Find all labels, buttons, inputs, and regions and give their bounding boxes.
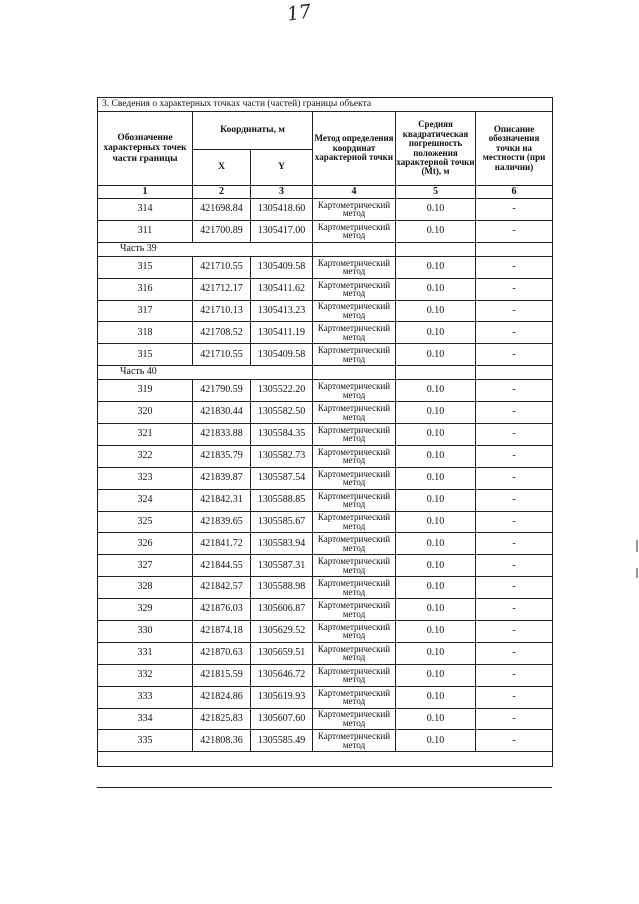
table-row <box>98 708 553 730</box>
y-coordinate-cell: 1305409.58 <box>251 344 313 366</box>
point-id-cell: 330 <box>98 621 193 643</box>
error-cell: 0.10 <box>396 467 476 489</box>
error-cell: 0.10 <box>396 577 476 599</box>
point-id-cell: 332 <box>98 664 193 686</box>
method-cell <box>313 642 396 664</box>
table-row <box>98 533 553 555</box>
y-coordinate-cell: 1305583.94 <box>251 533 313 555</box>
method-cell <box>313 730 396 752</box>
table-row <box>98 599 553 621</box>
y-coordinate-cell: 1305646.72 <box>251 664 313 686</box>
table-row <box>98 300 553 322</box>
method-line-2: метод <box>342 674 366 685</box>
y-coordinate-cell: 1305606.87 <box>251 599 313 621</box>
x-coordinate-cell: 421698.84 <box>193 199 251 221</box>
x-coordinate-cell: 421839.65 <box>193 511 251 533</box>
y-coordinate-cell: 1305587.54 <box>251 467 313 489</box>
method-cell <box>313 599 396 621</box>
header-error: Средняя квадратическая погрешность положения характерной точки (Мt), м <box>396 112 476 186</box>
method-line-2: метод <box>342 288 366 299</box>
point-id-cell: 328 <box>98 577 193 599</box>
table-row <box>98 256 553 278</box>
method-cell <box>313 199 396 221</box>
description-cell: - <box>476 402 553 424</box>
method-line-2: метод <box>342 455 366 466</box>
method-cell <box>313 621 396 643</box>
table-row <box>98 199 553 221</box>
table-row <box>98 621 553 643</box>
method-line-2: метод <box>342 586 366 597</box>
header-y: Y <box>251 150 313 186</box>
description-cell: - <box>476 424 553 446</box>
table-row <box>98 322 553 344</box>
table-row <box>98 344 553 366</box>
x-coordinate-cell: 421841.72 <box>193 533 251 555</box>
description-cell: - <box>476 664 553 686</box>
point-id-cell: 322 <box>98 445 193 467</box>
error-cell: 0.10 <box>396 642 476 664</box>
table-row <box>98 424 553 446</box>
y-coordinate-cell: 1305659.51 <box>251 642 313 664</box>
point-id-cell: 325 <box>98 511 193 533</box>
method-line-2: метод <box>342 521 366 532</box>
error-cell: 0.10 <box>396 664 476 686</box>
error-cell: 0.10 <box>396 555 476 577</box>
method-cell <box>313 708 396 730</box>
method-cell <box>313 555 396 577</box>
table-row <box>98 511 553 533</box>
description-cell: - <box>476 256 553 278</box>
method-line-1: Картометрический <box>317 424 391 435</box>
method-cell <box>313 577 396 599</box>
error-cell: 0.10 <box>396 533 476 555</box>
error-cell: 0.10 <box>396 256 476 278</box>
x-coordinate-cell: 421835.79 <box>193 445 251 467</box>
description-cell: - <box>476 300 553 322</box>
method-line-1: Картометрический <box>317 279 391 290</box>
description-cell: - <box>476 344 553 366</box>
point-id-cell: 326 <box>98 533 193 555</box>
method-line-2: метод <box>342 230 366 241</box>
y-coordinate-cell: 1305522.20 <box>251 380 313 402</box>
y-coordinate-cell: 1305411.19 <box>251 322 313 344</box>
y-coordinate-cell: 1305411.62 <box>251 278 313 300</box>
point-id-cell: 315 <box>98 256 193 278</box>
table-row <box>98 467 553 489</box>
header-method: Метод определения координат характерной точки <box>313 112 396 186</box>
point-id-cell: 335 <box>98 730 193 752</box>
method-line-2: метод <box>342 499 366 510</box>
method-line-1: Картометрический <box>317 446 391 457</box>
table-row <box>98 555 553 577</box>
point-id-cell: 311 <box>98 220 193 242</box>
y-coordinate-cell: 1305584.35 <box>251 424 313 446</box>
y-coordinate-cell: 1305588.85 <box>251 489 313 511</box>
header-coordinates: Координаты, м <box>193 112 313 150</box>
table-row <box>98 402 553 424</box>
method-line-2: метод <box>342 718 366 729</box>
method-line-2: метод <box>342 652 366 663</box>
y-coordinate-cell: 1305629.52 <box>251 621 313 643</box>
x-coordinate-cell: 421710.55 <box>193 256 251 278</box>
table-row <box>98 642 553 664</box>
method-line-2: метод <box>342 310 366 320</box>
column-number: 4 <box>313 186 396 199</box>
x-coordinate-cell: 421790.59 <box>193 380 251 402</box>
method-line-2: метод <box>342 208 366 219</box>
table-row <box>98 489 553 511</box>
method-cell <box>313 511 396 533</box>
column-number: 5 <box>396 186 476 199</box>
y-coordinate-cell: 1305588.98 <box>251 577 313 599</box>
method-cell <box>313 424 396 446</box>
error-cell: 0.10 <box>396 621 476 643</box>
point-id-cell: 319 <box>98 380 193 402</box>
description-cell: - <box>476 686 553 708</box>
description-cell: - <box>476 322 553 344</box>
description-cell: - <box>476 489 553 511</box>
x-coordinate-cell: 421844.55 <box>193 555 251 577</box>
point-id-cell: 329 <box>98 599 193 621</box>
method-line-1: Картометрический <box>317 578 391 589</box>
method-line-2: метод <box>342 630 366 641</box>
header-description: Описание обозначения точки на местности (при наличии) <box>476 112 553 186</box>
description-cell: - <box>476 199 553 221</box>
method-line-2: метод <box>342 433 366 444</box>
margin-mark <box>636 540 638 552</box>
x-coordinate-cell: 421870.63 <box>193 642 251 664</box>
method-line-1: Картометрический <box>317 556 391 567</box>
x-coordinate-cell: 421842.31 <box>193 489 251 511</box>
method-cell <box>313 489 396 511</box>
description-cell: - <box>476 642 553 664</box>
part-label: Часть 39 <box>98 242 313 256</box>
column-number: 6 <box>476 186 553 199</box>
column-number: 1 <box>98 186 193 199</box>
point-id-cell: 314 <box>98 199 193 221</box>
x-coordinate-cell: 421830.44 <box>193 402 251 424</box>
y-coordinate-cell: 1305418.60 <box>251 199 313 221</box>
point-id-cell: 315 <box>98 344 193 366</box>
method-line-1: Картометрический <box>317 490 391 501</box>
error-cell: 0.10 <box>396 686 476 708</box>
method-line-2: метод <box>342 477 366 488</box>
part-header-row <box>98 242 553 256</box>
method-line-1: Картометрический <box>317 731 391 742</box>
method-line-1: Картометрический <box>317 199 391 210</box>
y-coordinate-cell: 1305413.23 <box>251 300 313 322</box>
error-cell: 0.10 <box>396 322 476 344</box>
method-cell <box>313 300 396 322</box>
y-coordinate-cell: 1305582.50 <box>251 402 313 424</box>
description-cell: - <box>476 730 553 752</box>
method-line-1: Картометрический <box>317 221 391 232</box>
description-cell: - <box>476 708 553 730</box>
point-id-cell: 317 <box>98 300 193 322</box>
page-number: 17 <box>285 0 313 26</box>
method-line-1: Картометрический <box>317 621 391 632</box>
boundary-points-table <box>97 97 553 767</box>
method-line-2: метод <box>342 542 366 553</box>
x-coordinate-cell: 421833.88 <box>193 424 251 446</box>
table-row <box>98 686 553 708</box>
description-cell: - <box>476 380 553 402</box>
description-cell: - <box>476 533 553 555</box>
method-cell <box>313 686 396 708</box>
error-cell: 0.10 <box>396 300 476 322</box>
method-cell <box>313 220 396 242</box>
table-row <box>98 220 553 242</box>
method-cell <box>313 278 396 300</box>
part-header-row <box>98 366 553 380</box>
method-line-1: Картометрический <box>317 665 391 676</box>
description-cell: - <box>476 577 553 599</box>
method-line-2: метод <box>342 266 366 277</box>
margin-mark <box>636 568 638 578</box>
point-id-cell: 334 <box>98 708 193 730</box>
method-line-1: Картометрический <box>317 381 391 392</box>
table-row <box>98 278 553 300</box>
method-cell <box>313 533 396 555</box>
method-line-2: метод <box>342 411 366 422</box>
x-coordinate-cell: 421874.18 <box>193 621 251 643</box>
method-cell <box>313 467 396 489</box>
table-row <box>98 577 553 599</box>
x-coordinate-cell: 421824.86 <box>193 686 251 708</box>
point-id-cell: 320 <box>98 402 193 424</box>
method-line-2: метод <box>342 739 366 750</box>
error-cell: 0.10 <box>396 220 476 242</box>
point-id-cell: 327 <box>98 555 193 577</box>
x-coordinate-cell: 421712.17 <box>193 278 251 300</box>
method-line-1: Картометрический <box>317 600 391 611</box>
table-row <box>98 380 553 402</box>
x-coordinate-cell: 421825.83 <box>193 708 251 730</box>
description-cell: - <box>476 278 553 300</box>
error-cell: 0.10 <box>396 380 476 402</box>
table-bottom-row <box>98 752 553 767</box>
method-line-1: Картометрический <box>317 403 391 414</box>
method-line-2: метод <box>342 696 366 707</box>
method-line-2: метод <box>342 564 366 575</box>
description-cell: - <box>476 220 553 242</box>
y-coordinate-cell: 1305409.58 <box>251 256 313 278</box>
method-cell <box>313 664 396 686</box>
description-cell: - <box>476 621 553 643</box>
empty-cell <box>313 366 396 380</box>
description-cell: - <box>476 599 553 621</box>
table-row <box>98 730 553 752</box>
section-title: 3. Сведения о характерных точках части (частей) границы объекта <box>98 98 553 112</box>
error-cell: 0.10 <box>396 344 476 366</box>
point-id-cell: 323 <box>98 467 193 489</box>
error-cell: 0.10 <box>396 599 476 621</box>
table-row <box>98 445 553 467</box>
error-cell: 0.10 <box>396 511 476 533</box>
empty-cell <box>476 242 553 256</box>
method-line-1: Картометрический <box>317 323 391 334</box>
error-cell: 0.10 <box>396 402 476 424</box>
y-coordinate-cell: 1305607.60 <box>251 708 313 730</box>
description-cell: - <box>476 511 553 533</box>
x-coordinate-cell: 421839.87 <box>193 467 251 489</box>
method-line-2: метод <box>342 389 366 400</box>
method-line-2: метод <box>342 608 366 619</box>
x-coordinate-cell: 421710.55 <box>193 344 251 366</box>
y-coordinate-cell: 1305585.67 <box>251 511 313 533</box>
y-coordinate-cell: 1305417.00 <box>251 220 313 242</box>
method-cell <box>313 256 396 278</box>
point-id-cell: 331 <box>98 642 193 664</box>
method-line-2: метод <box>342 331 366 342</box>
method-line-1: Картометрический <box>317 687 391 698</box>
method-cell <box>313 344 396 366</box>
x-coordinate-cell: 421708.52 <box>193 322 251 344</box>
header-point-designation: Обозначение характерных точек части границы <box>98 112 193 186</box>
error-cell: 0.10 <box>396 278 476 300</box>
point-id-cell: 333 <box>98 686 193 708</box>
y-coordinate-cell: 1305582.73 <box>251 445 313 467</box>
method-cell <box>313 322 396 344</box>
header-x: X <box>193 150 251 186</box>
x-coordinate-cell: 421700.89 <box>193 220 251 242</box>
method-line-2: метод <box>342 353 366 364</box>
y-coordinate-cell: 1305587.31 <box>251 555 313 577</box>
column-number: 3 <box>251 186 313 199</box>
column-number: 2 <box>193 186 251 199</box>
empty-cell <box>396 242 476 256</box>
point-id-cell: 316 <box>98 278 193 300</box>
method-line-1: Картометрический <box>317 643 391 654</box>
x-coordinate-cell: 421710.13 <box>193 300 251 322</box>
description-cell: - <box>476 445 553 467</box>
method-line-1: Картометрический <box>317 468 391 479</box>
method-line-1: Картометрический <box>317 257 391 268</box>
method-line-1: Картометрический <box>317 534 391 545</box>
method-line-1: Картометрический <box>317 345 391 356</box>
method-line-1: Картометрический <box>317 301 391 312</box>
method-cell <box>313 445 396 467</box>
y-coordinate-cell: 1305619.93 <box>251 686 313 708</box>
table-body <box>98 199 553 752</box>
method-line-1: Картометрический <box>317 512 391 523</box>
x-coordinate-cell: 421842.57 <box>193 577 251 599</box>
x-coordinate-cell: 421815.59 <box>193 664 251 686</box>
part-label: Часть 40 <box>98 366 313 380</box>
x-coordinate-cell: 421808.36 <box>193 730 251 752</box>
method-cell <box>313 380 396 402</box>
error-cell: 0.10 <box>396 445 476 467</box>
error-cell: 0.10 <box>396 424 476 446</box>
method-cell <box>313 402 396 424</box>
empty-cell <box>313 242 396 256</box>
point-id-cell: 321 <box>98 424 193 446</box>
x-coordinate-cell: 421876.03 <box>193 599 251 621</box>
table-row <box>98 664 553 686</box>
method-line-1: Картометрический <box>317 709 391 720</box>
error-cell: 0.10 <box>396 489 476 511</box>
empty-cell <box>476 366 553 380</box>
error-cell: 0.10 <box>396 708 476 730</box>
bottom-divider <box>97 787 552 788</box>
point-id-cell: 318 <box>98 322 193 344</box>
description-cell: - <box>476 555 553 577</box>
y-coordinate-cell: 1305585.49 <box>251 730 313 752</box>
description-cell: - <box>476 467 553 489</box>
point-id-cell: 324 <box>98 489 193 511</box>
empty-cell <box>396 366 476 380</box>
error-cell: 0.10 <box>396 730 476 752</box>
error-cell: 0.10 <box>396 199 476 221</box>
